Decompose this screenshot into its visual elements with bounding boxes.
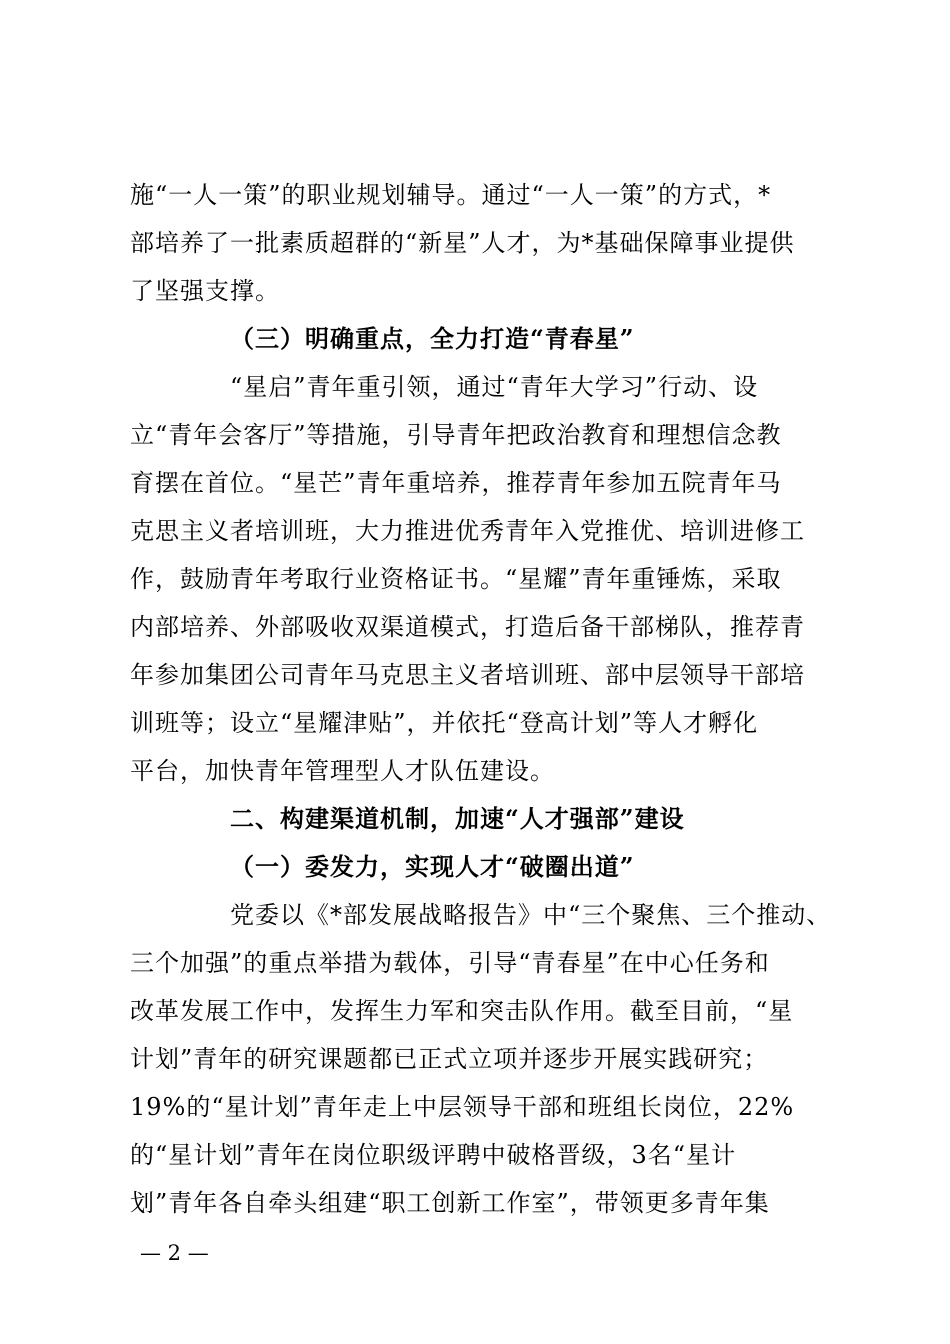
body-text-line: 改革发展工作中，发挥生力军和突击队作用。截至目前，“星 (130, 997, 794, 1025)
body-text-line: 计划”青年的研究课题都已正式立项并逐步开展实践研究； (130, 1045, 769, 1073)
body-text-line: 训班等；设立“星耀津贴”，并依托“登高计划”等人才孵化 (130, 709, 759, 737)
body-text-line: 克思主义者培训班，大力推进优秀青年入党推优、培训进修工 (130, 517, 805, 545)
body-text-line: 了坚强支撑。 (130, 277, 280, 305)
page-number: — 2 — (140, 1241, 209, 1265)
body-text-line: 党委以《*部发展战略报告》中“三个聚焦、三个推动、 (230, 901, 832, 929)
body-text-line: 平台，加快青年管理型人才队伍建设。 (130, 757, 555, 785)
body-text-line: “星启”青年重引领，通过“青年大学习”行动、设 (230, 373, 759, 401)
body-text-line: 部培养了一批素质超群的“新星”人才，为*基础保障事业提供 (130, 229, 795, 257)
body-text-line: 的“星计划”青年在岗位职级评聘中破格晋级，3名“星计 (130, 1141, 737, 1169)
body-text-line: 划”青年各自牵头组建“职工创新工作室”，带领更多青年集 (130, 1189, 770, 1217)
body-text-line: 育摆在首位。“星芒”青年重培养，推荐青年参加五院青年马 (130, 469, 782, 497)
section-heading: 二、构建渠道机制，加速“人才强部”建设 (230, 804, 685, 833)
section-subheading: （一）委发力，实现人才“破圈出道” (230, 852, 635, 881)
body-text-line: 19%的“星计划”青年走上中层领导干部和班组长岗位，22% (130, 1093, 795, 1121)
body-text-line: 三个加强”的重点举措为载体，引导“青春星”在中心任务和 (130, 949, 770, 977)
body-text-line: 作，鼓励青年考取行业资格证书。“星耀”青年重锤炼，采取 (130, 565, 782, 593)
body-text-line: 施“一人一策”的职业规划辅导。通过“一人一策”的方式，* (130, 181, 772, 209)
body-text-line: 立“青年会客厅”等措施，引导青年把政治教育和理想信念教 (130, 421, 782, 449)
section-subheading: （三）明确重点，全力打造“青春星” (230, 324, 635, 353)
body-text-line: 内部培养、外部吸收双渠道模式，打造后备干部梯队，推荐青 (130, 613, 805, 641)
body-text-line: 年参加集团公司青年马克思主义者培训班、部中层领导干部培 (130, 661, 805, 689)
